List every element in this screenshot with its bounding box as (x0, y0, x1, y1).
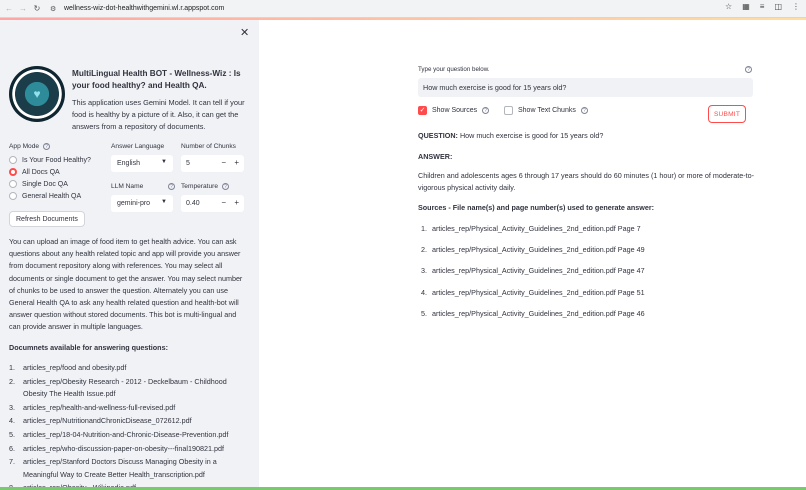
question-circle-icon[interactable]: ? (222, 183, 229, 190)
question-echo: QUESTION: How much exercise is good for 15 years old? (418, 131, 604, 140)
sidepanel-icon[interactable]: ◫ (774, 2, 782, 11)
answer-language-select[interactable]: English ▼ (111, 155, 173, 172)
submit-button[interactable]: SUBMIT (708, 105, 746, 123)
question-input[interactable]: How much exercise is good for 15 years old? (418, 78, 753, 97)
list-item: 5. articles_rep/18-04-Nutrition-and-Chronic-Disease-Prevention.pdf (9, 430, 229, 440)
list-item: 1. articles_rep/food and obesity.pdf (9, 363, 127, 372)
app-title: MultiLingual Health BOT - Wellness-Wiz : Is your food healthy? and Health QA. (72, 69, 241, 90)
answer-label: ANSWER: (418, 152, 453, 161)
puzzle-icon[interactable]: ▦ (742, 2, 750, 11)
list-item: 3. articles_rep/health-and-wellness-full-revised.pdf (9, 402, 176, 412)
refresh-documents-button[interactable]: Refresh Documents (9, 211, 85, 227)
radio-dot[interactable] (9, 156, 17, 164)
radio-dot[interactable] (9, 180, 17, 188)
radio-general-health-qa[interactable]: General Health QA (9, 192, 81, 200)
minus-icon[interactable]: − (221, 198, 226, 207)
chevron-down-icon: ▼ (161, 199, 167, 205)
sidebar (0, 20, 259, 490)
number-of-chunks-stepper[interactable]: 5 − + (181, 155, 244, 172)
temperature-label: Temperature ? (181, 183, 229, 190)
app-instructions: You can upload an image of food item to get health advice. You can ask questions about any health related topic and app will provide you answer from document repository along with references. You may select all documents or single document to get the answer. You may select number of chunks to be used to answer the question. Alternately you can use General Health QA to ask any health related question and health-bot will answer question without stored documents. This bot is multi-lingual and can provide answer in multiple languages. (9, 237, 243, 332)
question-circle-icon[interactable]: ? (43, 143, 50, 150)
list-item: 6. articles_rep/who-discussion-paper-on-obesity---final190821.pdf (9, 443, 224, 453)
list-item: 2. articles_rep/Obesity Research - 2012 - Deckelbaum - Childhood Obesity The Health Issue.pdf (9, 376, 227, 398)
radio-all-docs-qa[interactable]: All Docs QA (9, 168, 60, 176)
radio-dot-selected[interactable] (9, 168, 17, 176)
chevron-down-icon: ▼ (161, 159, 167, 165)
temperature-stepper[interactable]: 0.40 − + (181, 195, 244, 212)
site-info-icon[interactable]: ⚙ (50, 5, 57, 13)
question-circle-icon[interactable]: ? (482, 107, 489, 114)
list-item: 3. articles_rep/Physical_Activity_Guidelines_2nd_edition.pdf Page 47 (421, 266, 645, 276)
list-item: 1. articles_rep/Physical_Activity_Guidelines_2nd_edition.pdf Page 7 (421, 224, 641, 233)
app-mode-label: App Mode ? (9, 143, 50, 150)
question-circle-icon[interactable]: ? (168, 183, 175, 190)
llm-name-select[interactable]: gemini-pro ▼ (111, 195, 173, 212)
sources-list (421, 224, 645, 330)
question-circle-icon[interactable]: ? (581, 107, 588, 114)
documents-heading: Documnets available for answering questions: (9, 343, 168, 352)
answer-text: Children and adolescents ages 6 through 17 years should do 60 minutes (1 hour) or more of moderate-to-vigorous physical activity daily. (418, 171, 755, 193)
list-item: 7. articles_rep/Stanford Doctors Discuss Managing Obesity in a Meaningful Way to Create Better Health_transcription.pdf (9, 457, 217, 479)
radio-dot[interactable] (9, 192, 17, 200)
number-of-chunks-label: Number of Chunks (181, 143, 236, 150)
llm-name-label: LLM Name ? (111, 183, 175, 190)
answer-language-label: Answer Language (111, 143, 165, 150)
show-text-chunks-checkbox[interactable]: Show Text Chunks ? (504, 106, 588, 115)
heart-icon: ♥ (33, 87, 41, 101)
list-item: 4. articles_rep/NutritionandChronicDisease_072612.pdf (9, 416, 192, 426)
arrow-right-icon[interactable]: → (19, 4, 27, 13)
minus-icon[interactable]: − (221, 158, 226, 167)
list-item: 5. articles_rep/Physical_Activity_Guidelines_2nd_edition.pdf Page 46 (421, 308, 645, 318)
list-item: 2. articles_rep/Physical_Activity_Guidelines_2nd_edition.pdf Page 49 (421, 245, 645, 255)
radio-food-healthy[interactable]: Is Your Food Healthy? (9, 156, 91, 164)
reload-icon[interactable]: ↻ (33, 4, 41, 13)
app-description: This application uses Gemini Model. It can tell if your food is healthy by a picture of it. Also, it can get the answers from a repository of documents. (72, 98, 245, 131)
plus-icon[interactable]: + (234, 198, 239, 207)
sources-heading: Sources - File name(s) and page number(s) used to generate answer: (418, 203, 655, 212)
menu-icon[interactable]: ⋮ (792, 2, 800, 11)
plus-icon[interactable]: + (234, 158, 239, 167)
arrow-left-icon[interactable]: ← (5, 4, 13, 13)
question-label: Type your question below. (418, 66, 490, 73)
browser-toolbar (0, 0, 806, 18)
documents-list (9, 362, 249, 490)
checkbox-box[interactable] (504, 106, 513, 115)
media-icon[interactable]: ≡ (759, 2, 765, 11)
show-sources-checkbox[interactable]: ✓ Show Sources ? (418, 106, 489, 115)
radio-single-doc-qa[interactable]: Single Doc QA (9, 180, 68, 188)
list-item: 4. articles_rep/Physical_Activity_Guidelines_2nd_edition.pdf Page 51 (421, 287, 645, 297)
main-content (259, 20, 806, 490)
address-bar[interactable]: wellness-wiz-dot-healthwithgemini.wl.r.appspot.com (64, 5, 225, 12)
question-circle-icon[interactable]: ? (745, 66, 752, 73)
app-logo (9, 66, 65, 122)
checkmark-icon[interactable]: ✓ (419, 107, 426, 114)
star-icon[interactable]: ☆ (725, 2, 733, 11)
close-icon[interactable]: ✕ (240, 27, 250, 39)
